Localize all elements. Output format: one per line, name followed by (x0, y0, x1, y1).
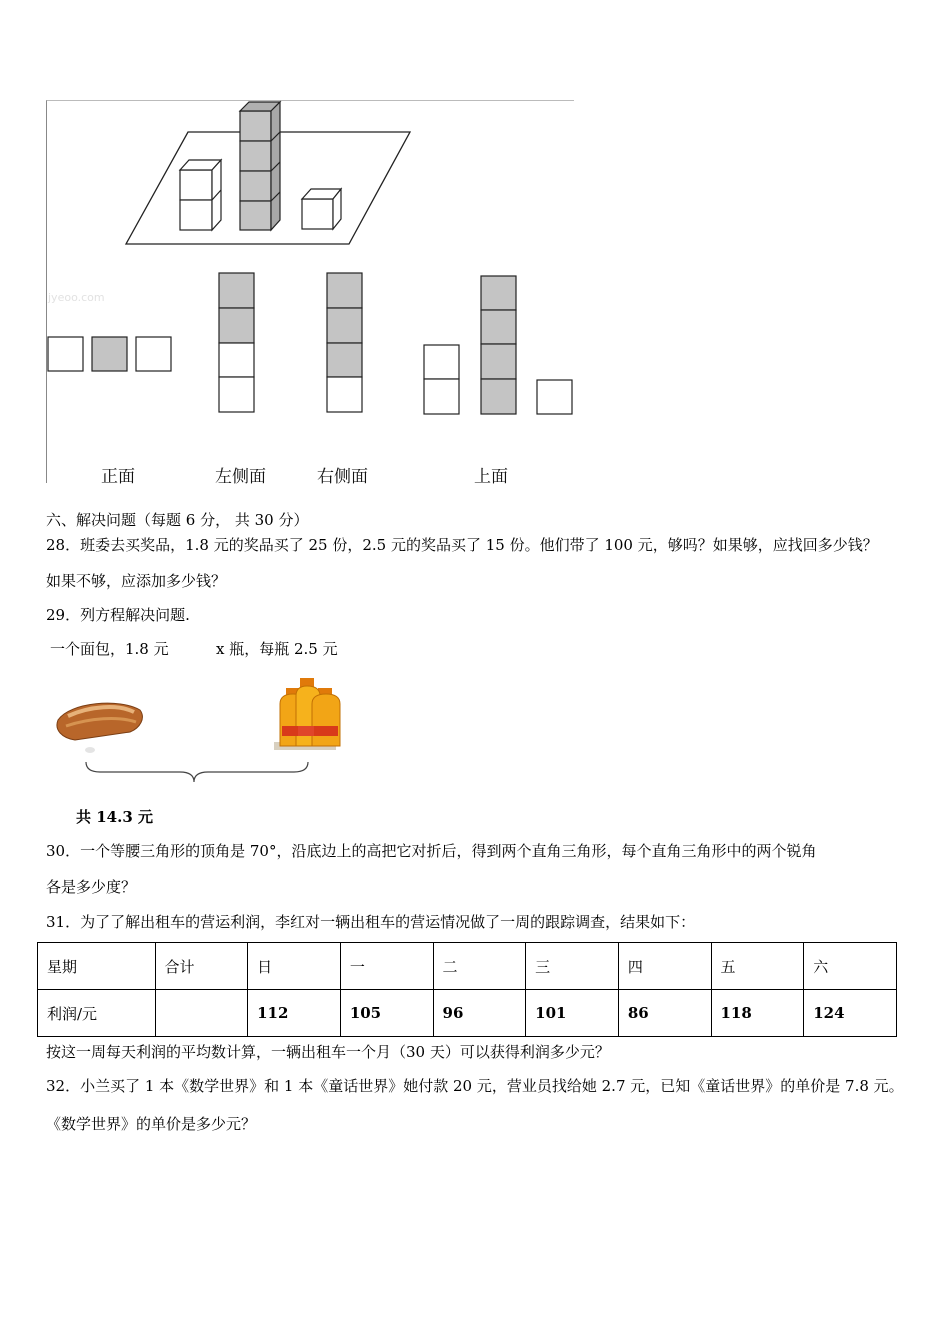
table-cell: 合计 (155, 943, 248, 990)
cube-stack-middle (240, 102, 280, 230)
juice-bottles-image (274, 678, 340, 750)
profit-table (37, 942, 897, 1037)
table-cell: 124 (804, 990, 897, 1037)
q31-question: 按这一周每天利润的平均数计算，一辆出租车一个月（30 天）可以获得利润多少元？ (46, 1043, 610, 1061)
q30-line2: 各是多少度？ (46, 878, 137, 896)
label-right-side: 右侧面 (317, 467, 368, 487)
table-cell: 五 (711, 943, 804, 990)
table-row (38, 990, 897, 1037)
table-cell: 86 (618, 990, 711, 1037)
section-title: 六、解决问题（每题 6 分， 共 30 分） (46, 511, 309, 529)
table-cell: 二 (433, 943, 526, 990)
table-cell: 星期 (38, 943, 156, 990)
q32-line2: 《数学世界》的单价是多少元？ (46, 1115, 257, 1133)
table-cell: 三 (526, 943, 619, 990)
bread-juice-illustration (0, 670, 360, 790)
q30-line1: 30．一个等腰三角形的顶角是 70°，沿底边上的高把它对折后，得到两个直角三角形，每个直角三角形中的两个锐角 (46, 842, 817, 860)
q28-line1: 28．班委去买奖品，1.8 元的奖品买了 25 份，2.5 元的奖品买了 15 份。他们带了 100 元，够吗？如果够，应找回多少钱？ (46, 536, 878, 554)
bread-price-label: 一个面包，1.8 元 (50, 640, 169, 658)
right-view (327, 273, 362, 412)
q31-intro: 31．为了了解出租车的营运利润，李红对一辆出租车的营运情况做了一周的跟踪调查，结果如下： (46, 913, 696, 931)
table-cell: 112 (248, 990, 341, 1037)
table-cell: 利润/元 (38, 990, 156, 1037)
q29-total: 共 14.3 元 (76, 808, 153, 826)
table-cell: 101 (526, 990, 619, 1037)
table-cell: 日 (248, 943, 341, 990)
table-cell: 96 (433, 990, 526, 1037)
table-cell (155, 990, 248, 1037)
label-front: 正面 (101, 467, 135, 487)
brace-icon (86, 762, 308, 782)
q29-title: 29．列方程解决问题. (46, 606, 190, 624)
juice-price-label: x 瓶，每瓶 2.5 元 (216, 640, 338, 658)
table-header-row (38, 943, 897, 990)
top-view (424, 276, 572, 414)
table-cell: 118 (711, 990, 804, 1037)
watermark: jyeoo.com (48, 291, 105, 304)
cube-single-right (302, 189, 341, 229)
bread-image (57, 703, 142, 753)
left-view (219, 273, 254, 412)
table-cell: 四 (618, 943, 711, 990)
q32-line1: 32．小兰买了 1 本《数学世界》和 1 本《童话世界》她付款 20 元，营业员找给她 2.7 元，已知《童话世界》的单价是 7.8 元。 (46, 1077, 904, 1095)
label-left-side: 左侧面 (215, 467, 266, 487)
cube-stack-left (180, 160, 221, 230)
q28-line2: 如果不够，应添加多少钱？ (46, 572, 227, 590)
front-view (48, 337, 171, 371)
table-cell: 105 (340, 990, 433, 1037)
table-cell: 一 (340, 943, 433, 990)
cube-figure (0, 0, 600, 500)
table-cell: 六 (804, 943, 897, 990)
label-top: 上面 (474, 467, 508, 487)
